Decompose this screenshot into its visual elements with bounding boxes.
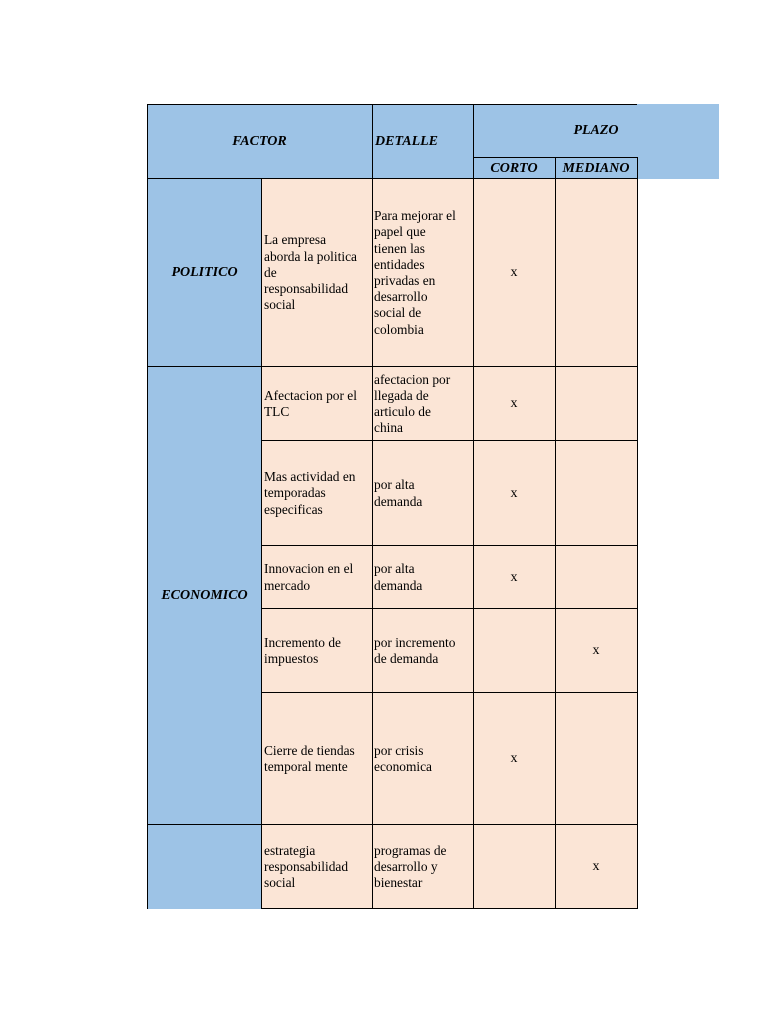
grid-line <box>147 104 637 105</box>
factor-label-empty <box>147 825 262 909</box>
corto-mark: x <box>510 751 518 766</box>
mediano-mark <box>555 693 637 825</box>
table-row-item: Mas actividad en temporadas especificas <box>264 469 356 517</box>
mediano-mark <box>555 441 637 546</box>
table-row-detalle: Para mejorar el papel que tienen las entidades privadas en desarrollo social de colombia <box>374 208 456 337</box>
table-row-detalle: por alta demanda <box>374 477 423 509</box>
grid-line <box>147 366 637 367</box>
grid-line <box>261 608 637 609</box>
table-row-item: La empresa aborda la politica de responsabilidad social <box>264 232 357 313</box>
table-row-item: Afectacion por el TLC <box>264 387 357 419</box>
grid-line <box>261 545 637 546</box>
corto-mark: x <box>510 569 518 585</box>
table-row-item: Incremento de impuestos <box>264 634 341 666</box>
grid-line <box>261 692 637 693</box>
grid-line <box>261 440 637 441</box>
grid-line <box>261 908 637 909</box>
table-row-detalle: por crisis economica <box>374 742 432 774</box>
table-row-item: estrategia responsabilidad social <box>264 842 349 891</box>
grid-line <box>372 104 373 909</box>
mediano-mark <box>555 546 637 609</box>
grid-line <box>147 178 637 179</box>
corto-mark <box>473 825 555 909</box>
mediano-mark <box>555 179 637 367</box>
mediano-mark <box>555 367 637 441</box>
factor-header: FACTOR <box>232 133 287 149</box>
grid-line <box>555 157 556 909</box>
grid-line <box>147 824 637 825</box>
corto-mark: x <box>510 485 518 501</box>
corto-mark <box>473 609 555 693</box>
corto-mark: x <box>510 265 518 280</box>
mediano-mark: x <box>592 859 600 874</box>
table-row-detalle: por alta demanda <box>374 561 423 593</box>
corto-header: CORTO <box>490 160 538 176</box>
grid-line <box>147 104 148 909</box>
mediano-mark: x <box>592 643 600 658</box>
plazo-extension-band <box>637 158 719 179</box>
grid-line <box>261 178 262 909</box>
table-row-detalle: por incremento de demanda <box>374 634 456 666</box>
corto-mark: x <box>510 396 518 411</box>
table-row-detalle: programas de desarrollo y bienestar <box>374 842 447 891</box>
detalle-header: DETALLE <box>375 133 439 149</box>
table-row-item: Cierre de tiendas temporal mente <box>264 742 355 774</box>
grid-line <box>473 104 474 909</box>
table-row-detalle: afectacion por llegada de articulo de china <box>374 371 451 436</box>
table-row-item: Innovacion en el mercado <box>264 561 354 593</box>
factor-label-economico: ECONOMICO <box>161 588 248 603</box>
plazo-header: PLAZO <box>573 123 619 138</box>
grid-line <box>637 157 638 909</box>
factor-label-politico: POLITICO <box>171 265 238 280</box>
mediano-header: MEDIANO <box>562 160 630 176</box>
